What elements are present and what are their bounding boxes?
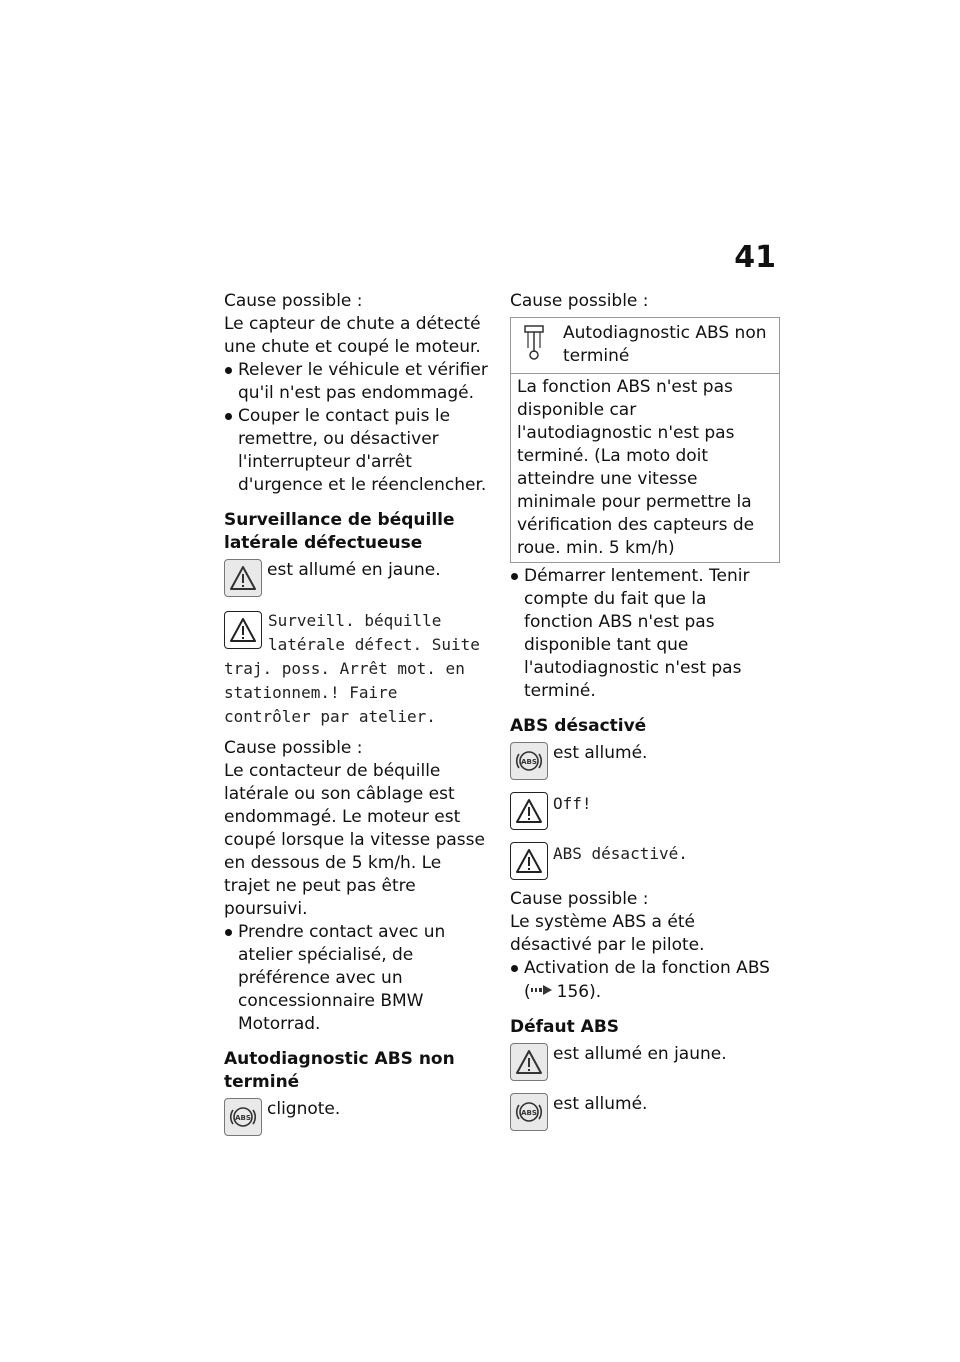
cause-text: Le système ABS a été désactivé par le pilote. [510, 912, 705, 955]
svg-text:ABS: ABS [521, 758, 537, 766]
info-table [510, 317, 780, 563]
warning-triangle-icon [510, 842, 548, 880]
abs-diagnostic-icon [523, 322, 545, 369]
cause-label: Cause possible : [510, 889, 649, 909]
page-number: 41 [734, 240, 776, 275]
cause-label: Cause possible : [510, 291, 649, 311]
cause-label: Cause possible : [224, 738, 363, 758]
display-message [510, 842, 780, 880]
page-reference[interactable]: ( 156). [524, 981, 602, 1002]
svg-text:ABS: ABS [521, 1108, 537, 1117]
lamp-description: est allumé en jaune. [267, 560, 441, 580]
page-link-arrow-icon [531, 980, 553, 1003]
section-heading: Défaut ABS [510, 1016, 620, 1037]
lamp-row [224, 1098, 492, 1136]
svg-text:ABS: ABS [235, 1114, 251, 1122]
section-heading: Autodiagnostic ABS non terminé [224, 1049, 455, 1092]
lamp-description: est allumé en jaune. [553, 1043, 727, 1064]
cause-label: Cause possible : [224, 291, 363, 311]
info-table-header [511, 318, 779, 374]
lamp-row [510, 1093, 780, 1131]
info-table-title: Autodiagnostic ABS non terminé [563, 323, 767, 366]
section-heading: Surveillance de béquille latérale défectueuse [224, 510, 455, 553]
display-message-text: ABS désactivé. [553, 844, 688, 863]
bullet-list [510, 957, 780, 1004]
list-item: Couper le contact puis le remettre, ou désactiver l'interrupteur d'arrêt d'urgence et le réenclencher. [224, 405, 492, 497]
cause-text: Le capteur de chute a détecté une chute et coupé le moteur. [224, 314, 481, 357]
display-message [224, 609, 492, 729]
bullet-list [510, 565, 780, 703]
warning-triangle-icon [510, 1043, 548, 1081]
warning-triangle-icon [224, 559, 262, 597]
abs-lamp-icon [510, 742, 548, 780]
lamp-row [510, 1043, 780, 1081]
bullet-list [224, 359, 492, 497]
bullet-list [224, 921, 492, 1036]
page-reference-number: 156). [556, 981, 602, 1002]
warning-triangle-icon [224, 611, 262, 649]
lamp-description: est allumé. [553, 743, 648, 763]
left-column [224, 290, 492, 1136]
cause-text: Le contacteur de béquille latérale ou son câblage est endommagé. Le moteur est coupé lorsque la vitesse passe en dessous de 5 km/h. Le trajet ne peut pas être poursuivi. [224, 761, 485, 919]
list-item [510, 957, 780, 1004]
lamp-row [224, 559, 492, 597]
display-message [510, 792, 780, 830]
list-item: Relever le véhicule et vérifier qu'il n'est pas endommagé. [224, 359, 492, 405]
display-message-text: Off! [553, 794, 592, 813]
lamp-description: est allumé. [553, 1093, 648, 1114]
section-heading: ABS désactivé [510, 716, 647, 736]
display-message-text: Surveill. béquille latérale défect. Suite traj. poss. Arrêt mot. en stationnem.! Faire contrôler par atelier. [224, 611, 480, 726]
abs-lamp-icon [510, 1093, 548, 1131]
lamp-row [510, 742, 780, 780]
info-table-body: La fonction ABS n'est pas disponible car l'autodiagnostic n'est pas terminé. (La moto doit atteindre une vitesse minimale pour permettre la vérification des capteurs de roue. min. 5 km/h) [517, 377, 755, 558]
right-column [510, 290, 780, 1131]
list-item: Démarrer lentement. Tenir compte du fait que la fonction ABS n'est pas disponible tant que l'autodiagnostic n'est pas terminé. [510, 565, 780, 703]
warning-triangle-icon [510, 792, 548, 830]
lamp-description: clignote. [267, 1099, 341, 1119]
abs-lamp-icon [224, 1098, 262, 1136]
list-item: Prendre contact avec un atelier spécialisé, de préférence avec un concessionnaire BMW Motorrad. [224, 921, 492, 1036]
list-item-text: Activation de la fonction ABS [524, 958, 770, 978]
